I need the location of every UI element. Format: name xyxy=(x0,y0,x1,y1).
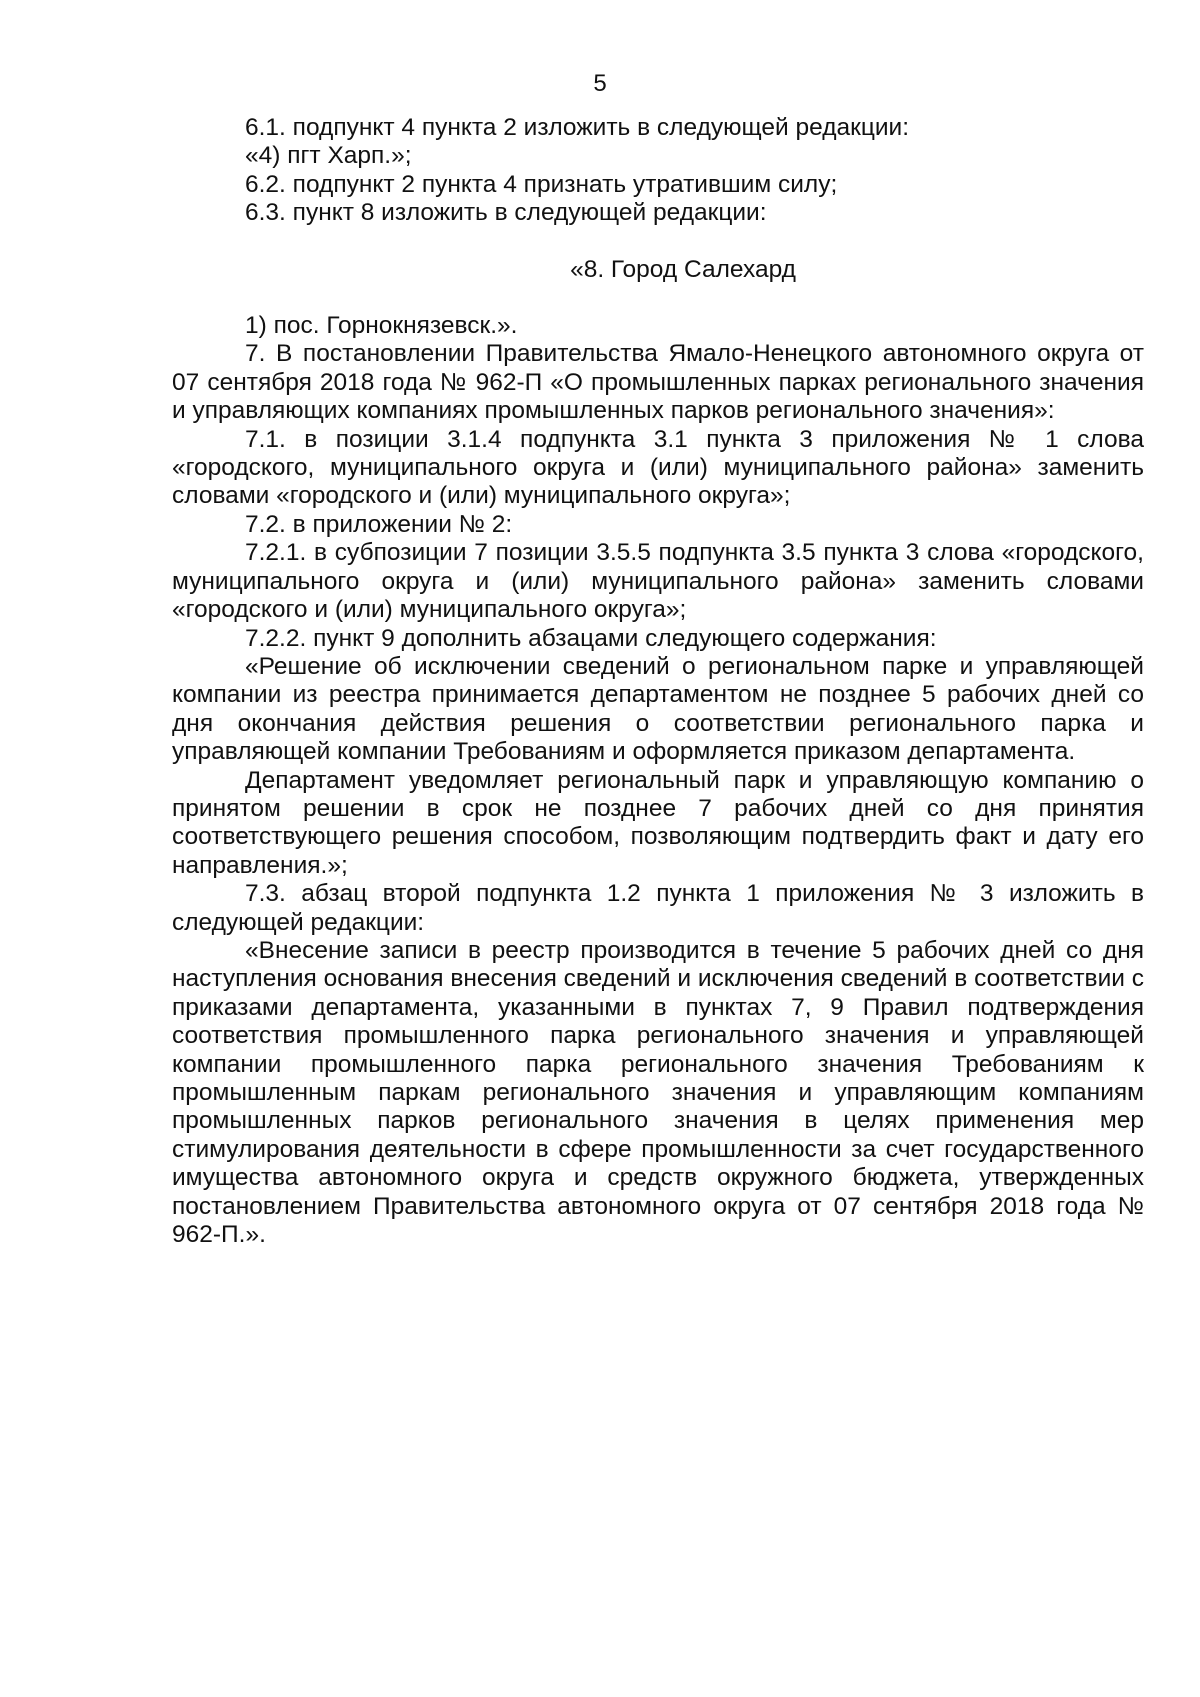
paragraph-6-3: 6.3. пункт 8 изложить в следующей редакции: xyxy=(245,199,767,227)
paragraph-decision-quote: «Решение об исключении сведений о региональном парке и управляющей компании из реестра принимается департаментом не позднее 5 рабочих дней со дня окончания действия решения о соответствии регионального парка и управляющей компании Требованиям и оформляется приказом департамента. xyxy=(172,652,1144,766)
paragraph-item-1: 1) пос. Горнокнязевск.». xyxy=(245,312,518,340)
paragraph-7: 7. В постановлении Правительства Ямало-Ненецкого автономного округа от 07 сентября 2018 года № 962-П «О промышленных парках регионального значения и управляющих компаниях промышленных парков регионального значения»: xyxy=(172,340,1144,425)
page-number: 5 xyxy=(593,70,607,97)
paragraph-6-1: 6.1. подпункт 4 пункта 2 изложить в следующей редакции: xyxy=(245,114,910,141)
paragraph-7-3: 7.3. абзац второй подпункта 1.2 пункта 1 приложения № 3 изложить в следующей редакции: xyxy=(172,880,1144,936)
section-heading: «8. Город Салехард xyxy=(570,255,796,283)
document-body xyxy=(172,114,1144,1249)
paragraph-7-1: 7.1. в позиции 3.1.4 подпункта 3.1 пункта 3 приложения № 1 слова «городского, муниципального округа и (или) муниципального района» заменить словами «городского и (или) муниципального округа»; xyxy=(172,425,1144,510)
paragraph-registry-quote: «Внесение записи в реестр производится в течение 5 рабочих дней со дня наступления основания внесения сведений и исключения сведений в соответствии с приказами департамента, указанными в пунктах 7, 9 Правил подтверждения соответствия промышленного парка регионального значения и управляющей компании промышленного парка регионального значения Требованиям к промышленным паркам регионального значения и управляющим компаниям промышленных парков регионального значения в целях применения мер стимулирования деятельности в сфере промышленности за счет государственного имущества автономного округа и средств окружного бюджета, утвержденных постановлением Правительства автономного округа от 07 сентября 2018 года № 962-П.». xyxy=(172,936,1144,1249)
paragraph-6-2: 6.2. подпункт 2 пункта 4 признать утратившим силу; xyxy=(245,170,838,198)
paragraph-quote-4: «4) пгт Харп.»; xyxy=(245,142,412,170)
paragraph-7-2-2: 7.2.2. пункт 9 дополнить абзацами следующего содержания: xyxy=(245,624,937,652)
paragraph-7-2: 7.2. в приложении № 2: xyxy=(245,510,513,538)
paragraph-department-notice: Департамент уведомляет региональный парк и управляющую компанию о принятом решении в срок не позднее 7 рабочих дней со дня принятия соответствующего решения способом, позволяющим подтвердить факт и дату его направления.»; xyxy=(172,766,1144,879)
paragraph-7-2-1: 7.2.1. в субпозиции 7 позиции 3.5.5 подпункта 3.5 пункта 3 слова «городского, муниципального округа и (или) муниципального района» заменить словами «городского и (или) муниципального округа»; xyxy=(172,539,1144,624)
